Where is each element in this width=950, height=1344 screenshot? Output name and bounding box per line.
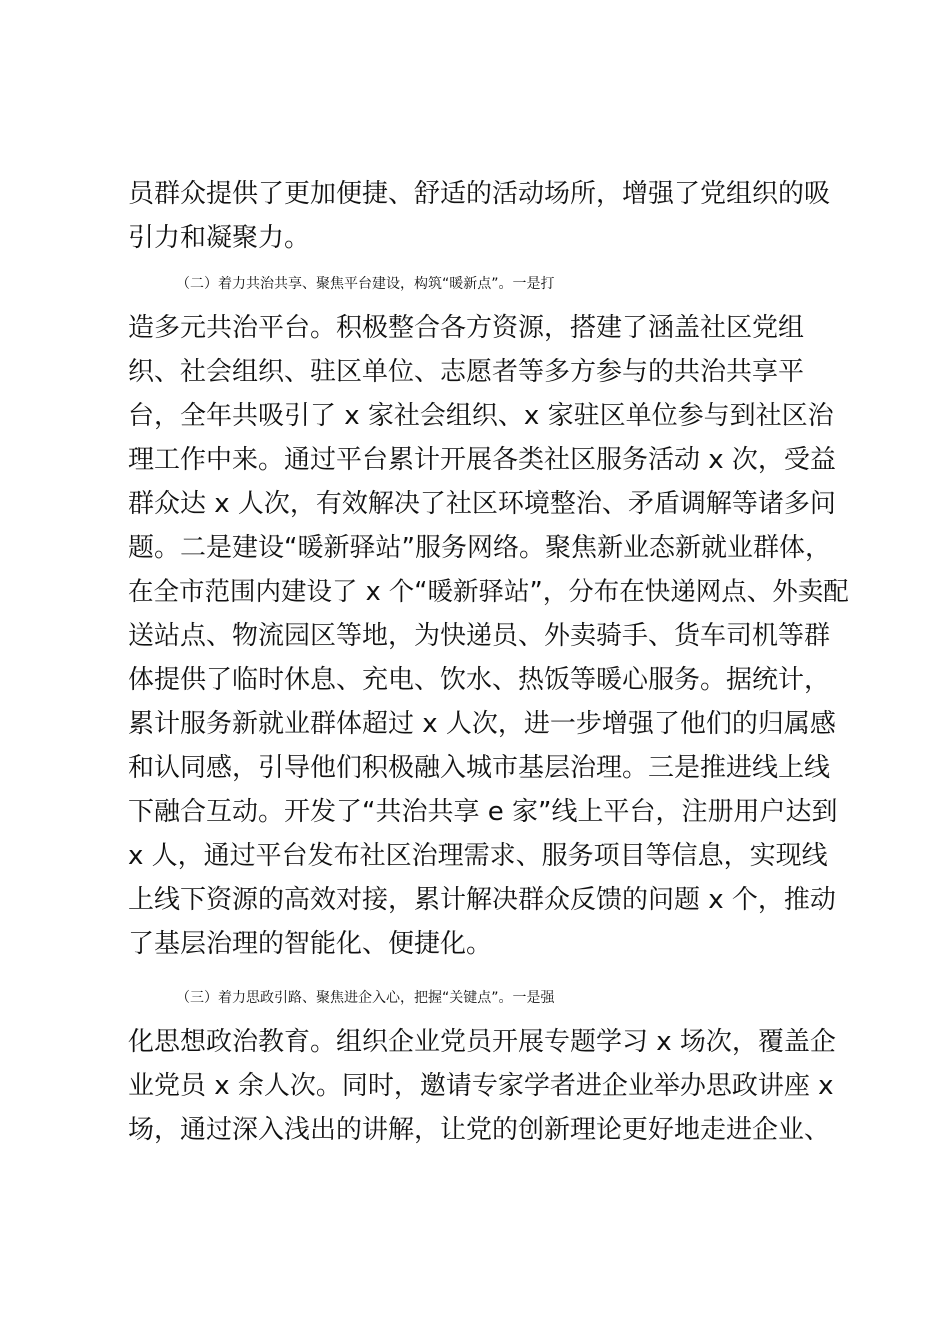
paragraph-heading-line: （二）着力共治共享、聚焦平台建设，构筑“暖新点”。一是打	[176, 276, 555, 292]
text-line: 化思想政治教育。组织企业党员开展专题学习 x 场次，覆盖企	[128, 1027, 836, 1057]
text-line: 在全市范围内建设了 x 个“暖新驿站”，分布在快递网点、外卖配	[128, 577, 849, 607]
paragraph-heading-line: （三）着力思政引路、聚焦进企入心，把握“关键点”。一是强	[176, 990, 555, 1006]
text-line: 了基层治理的智能化、便捷化。	[128, 929, 493, 959]
text-line: 上线下资源的高效对接，累计解决群众反馈的问题 x 个，推动	[128, 885, 836, 915]
text-line: 员群众提供了更加便捷、舒适的活动场所，增强了党组织的吸	[128, 179, 831, 209]
text-line: 送站点、物流园区等地，为快递员、外卖骑手、货车司机等群	[128, 621, 831, 651]
text-line: 台，全年共吸引了 x 家社会组织、x 家驻区单位参与到社区治	[128, 401, 834, 431]
text-line: 引力和凝聚力。	[128, 223, 311, 253]
text-line: 累计服务新就业群体超过 x 人次，进一步增强了他们的归属感	[128, 709, 836, 739]
text-line: 业党员 x 余人次。同时，邀请专家学者进企业举办思政讲座 x	[128, 1071, 834, 1101]
text-line: 场，通过深入浅出的讲解，让党的创新理论更好地走进企业、	[128, 1115, 831, 1145]
text-line: 造多元共治平台。积极整合各方资源，搭建了涵盖社区党组	[128, 313, 805, 343]
text-line: x 人，通过平台发布社区治理需求、服务项目等信息，实现线	[128, 841, 828, 871]
text-line: 织、社会组织、驻区单位、志愿者等多方参与的共治共享平	[128, 357, 805, 387]
text-line: 理工作中来。通过平台累计开展各类社区服务活动 x 次，受益	[128, 445, 836, 475]
text-line: 下融合互动。开发了“共治共享 e 家”线上平台，注册用户达到	[128, 797, 838, 827]
text-line: 和认同感，引导他们积极融入城市基层治理。三是推进线上线	[128, 753, 831, 783]
text-line: 群众达 x 人次，有效解决了社区环境整治、矛盾调解等诸多问	[128, 489, 836, 519]
text-line: 题。二是建设“暖新驿站”服务网络。聚焦新业态新就业群体，	[128, 533, 831, 563]
text-line: 体提供了临时休息、充电、饮水、热饭等暖心服务。据统计，	[128, 665, 831, 695]
